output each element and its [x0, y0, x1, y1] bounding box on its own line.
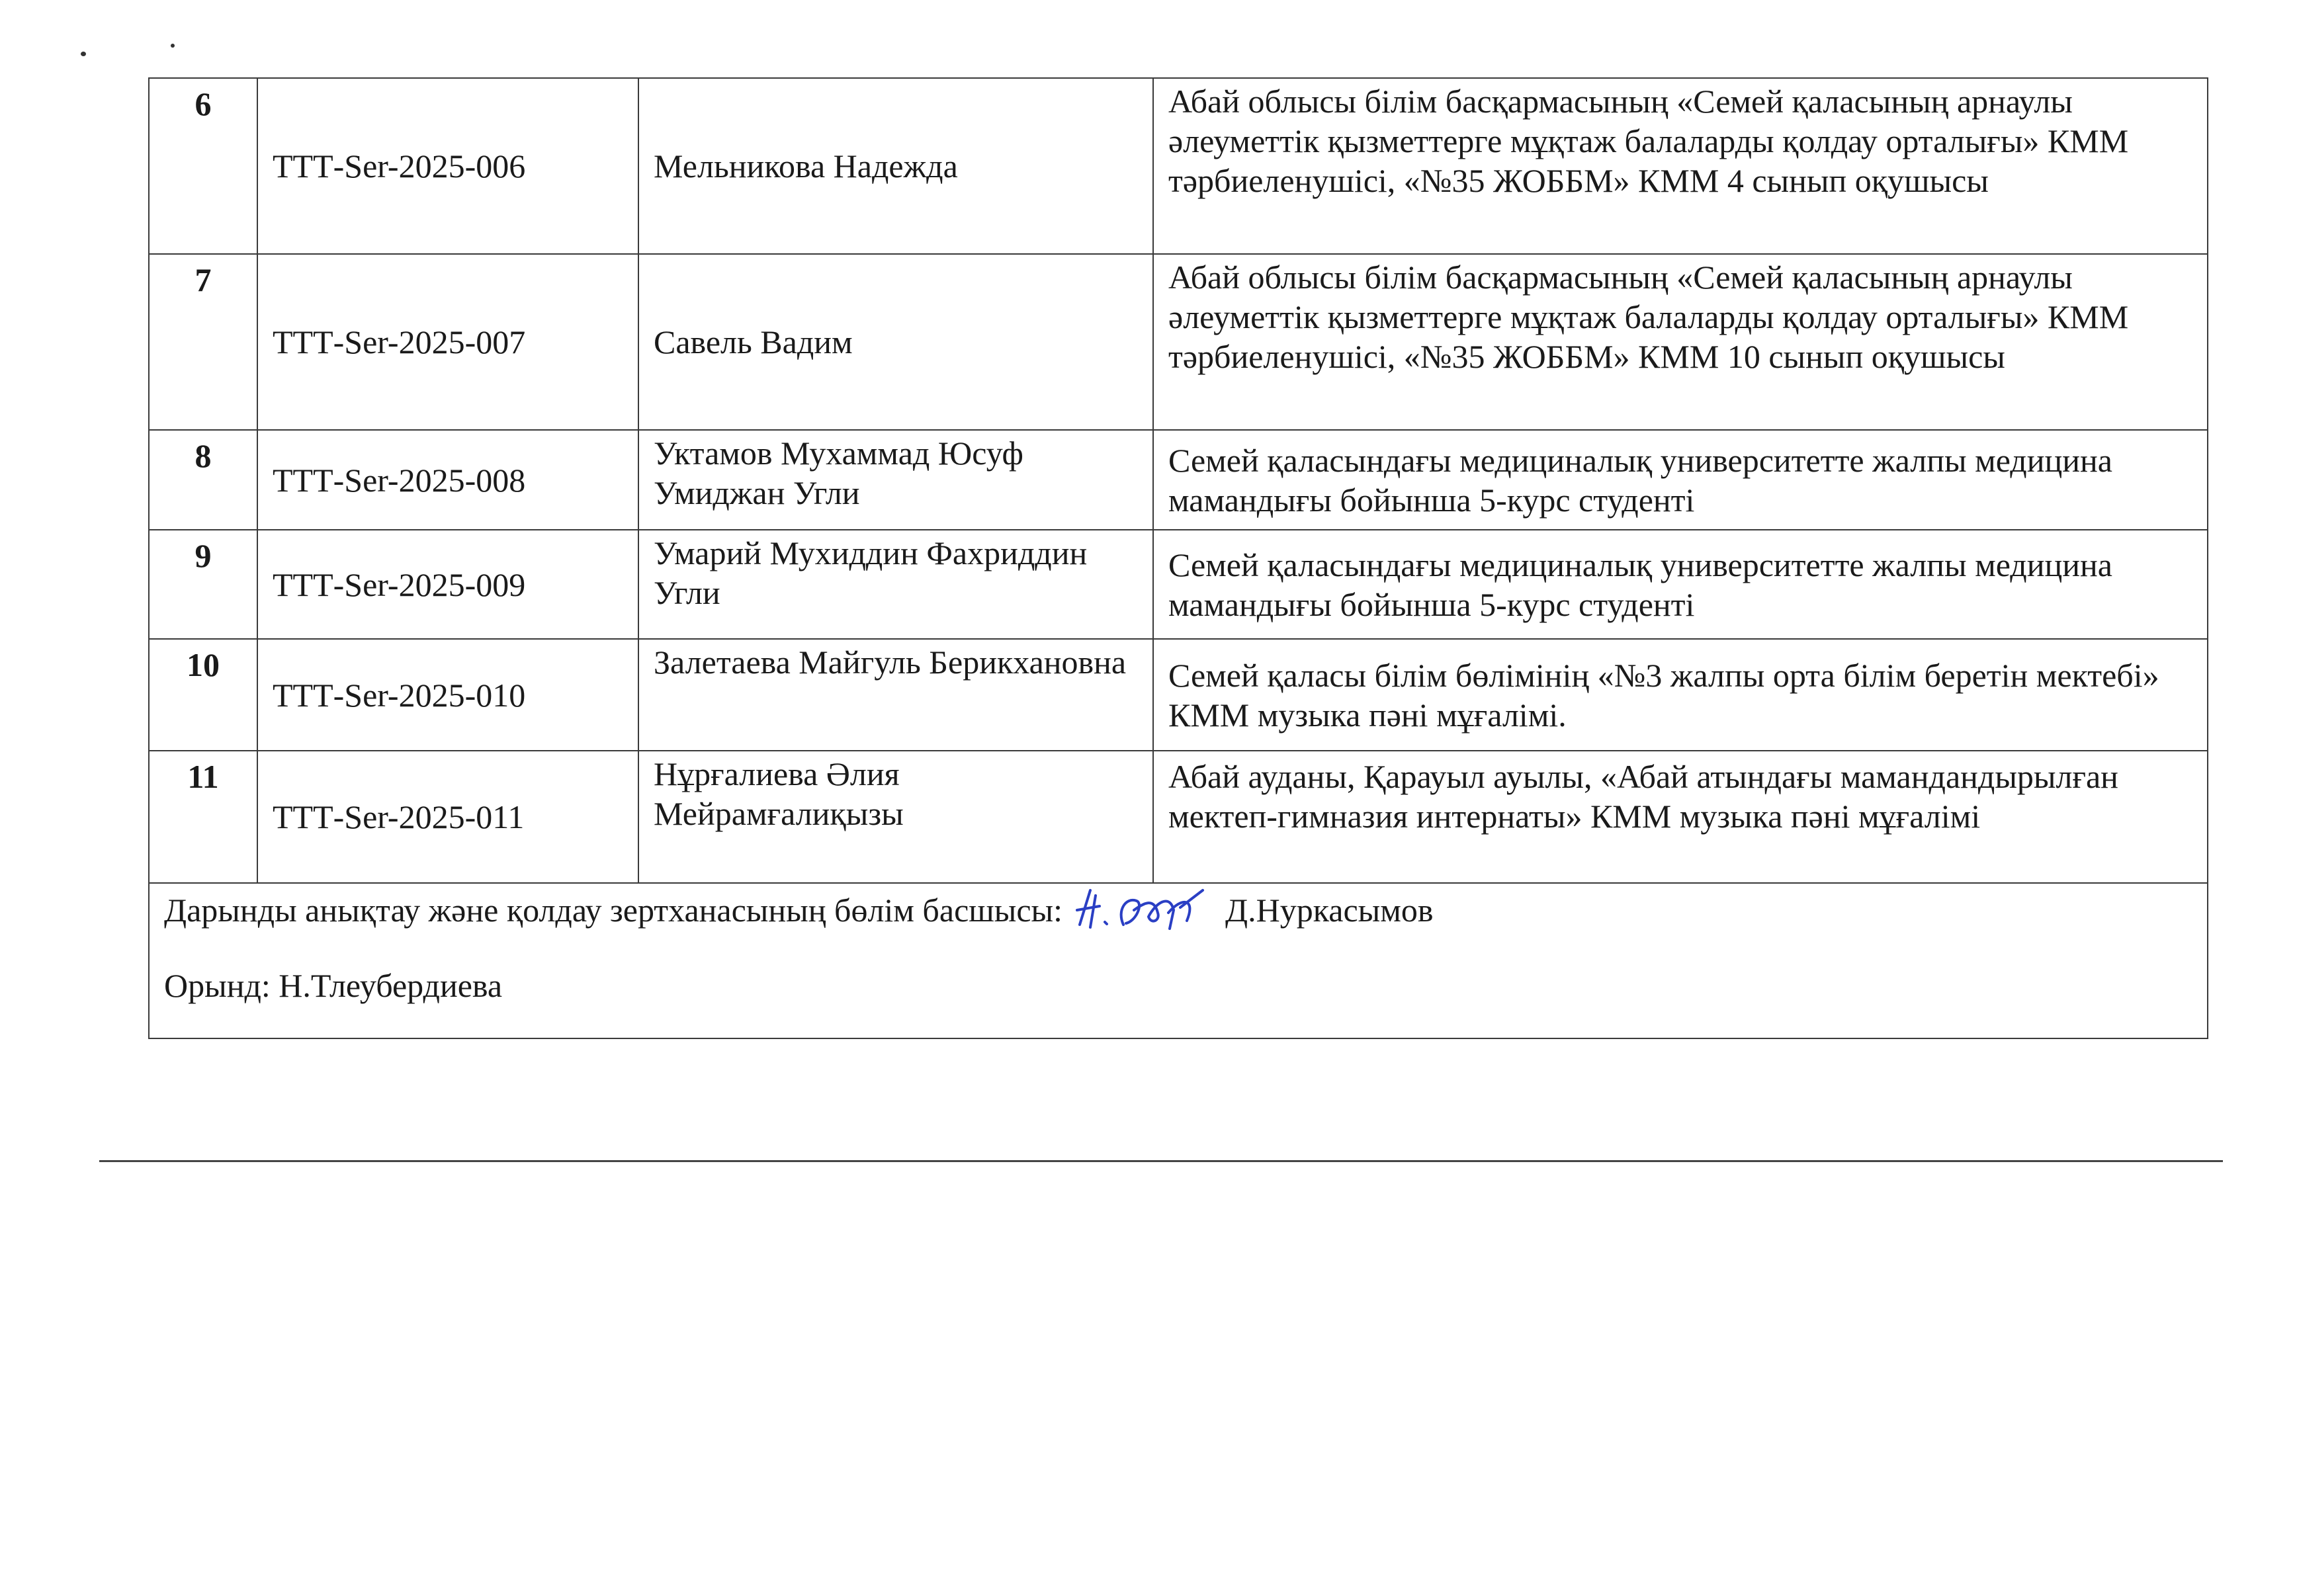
row-number: 7 [149, 254, 257, 430]
participant-description: Семей қаласындағы медициналық университетте жалпы медицина мамандығы бойынша 5-курс студенті [1153, 530, 2208, 639]
participant-description: Абай ауданы, Қарауыл ауылы, «Абай атындағы мамандандырылған мектеп-гимназия интернаты» КММ музыка пәні мұғалімі [1153, 751, 2208, 883]
row-number: 10 [149, 639, 257, 751]
certificate-code: ТТТ-Ser-2025-010 [257, 639, 638, 751]
certificate-code: ТТТ-Ser-2025-006 [257, 78, 638, 254]
page-divider [99, 1160, 2223, 1162]
participant-name: Уктамов Мухаммад Юсуф Умиджан Угли [638, 430, 1153, 530]
certificate-code: ТТТ-Ser-2025-009 [257, 530, 638, 639]
table-row [149, 254, 2208, 430]
participant-description: Абай облысы білім басқармасының «Семей қаласының арнаулы әлеуметтік қызметтерге мұқтаж балаларды қолдау орталығы» КММ тәрбиеленушісі, «№35 ЖОББМ» КММ 4 сынып оқушысы [1153, 78, 2208, 254]
participant-name: Умарий Мухиддин Фахриддин Угли [638, 530, 1153, 639]
signature-row [149, 883, 2208, 1038]
head-name: Д.Нуркасымов [1225, 892, 1434, 929]
scan-speck [81, 52, 86, 56]
participant-description: Семей қаласындағы медициналық университетте жалпы медицина мамандығы бойынша 5-курс студенті [1153, 430, 2208, 530]
signature-cell [149, 883, 2208, 1038]
participant-description: Абай облысы білім басқармасының «Семей қаласының арнаулы әлеуметтік қызметтерге мұқтаж балаларды қолдау орталығы» КММ тәрбиеленушісі, «№35 ЖОББМ» КММ 10 сынып оқушысы [1153, 254, 2208, 430]
participant-name: Нұрғалиева Әлия Мейрамғалиқызы [638, 751, 1153, 883]
certificate-code: ТТТ-Ser-2025-008 [257, 430, 638, 530]
participant-name: Залетаева Майгуль Берикхановна [638, 639, 1153, 751]
certificate-code: ТТТ-Ser-2025-011 [257, 751, 638, 883]
row-number: 6 [149, 78, 257, 254]
table-row [149, 751, 2208, 883]
head-title: Дарынды анықтау және қолдау зертханасының бөлім басшысы: [164, 892, 1063, 929]
certificate-code: ТТТ-Ser-2025-007 [257, 254, 638, 430]
head-signature-line [164, 890, 2192, 930]
scan-speck [171, 44, 175, 48]
performer-line: Орынд: Н.Тлеубердиева [164, 967, 503, 1004]
row-number: 8 [149, 430, 257, 530]
table-row [149, 639, 2208, 751]
table-row [149, 430, 2208, 530]
participants-table [148, 77, 2208, 1039]
row-number: 11 [149, 751, 257, 883]
table-row [149, 78, 2208, 254]
table-row [149, 530, 2208, 639]
participant-name: Мельникова Надежда [638, 78, 1153, 254]
participant-description: Семей қаласы білім бөлімінің «№3 жалпы орта білім беретін мектебі» КММ музыка пәні мұғалімі. [1153, 639, 2208, 751]
handwritten-signature [1070, 884, 1223, 937]
row-number: 9 [149, 530, 257, 639]
participant-name: Савель Вадим [638, 254, 1153, 430]
